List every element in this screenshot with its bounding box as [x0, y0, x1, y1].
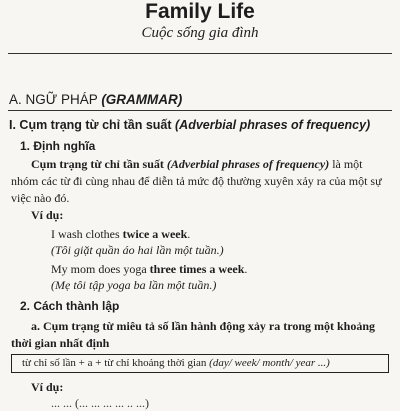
page-title: Family Life	[145, 0, 255, 23]
cut-off-line: ... ... (... ... ... ... .. ...)	[51, 396, 149, 410]
example-label: Ví dụ:	[31, 208, 64, 222]
page-subtitle: Cuộc sống gia đình	[141, 25, 259, 41]
definition-paragraph	[11, 156, 391, 207]
definition-term: Cụm trạng từ chỉ tần suất	[31, 157, 167, 171]
example-2-after: .	[244, 262, 248, 276]
example-1-before: I wash clothes	[51, 227, 123, 241]
formula-main: từ chỉ số lần + a + từ chỉ khoảng thời gian	[22, 357, 210, 369]
formula-text	[22, 357, 330, 369]
example-1-english	[51, 227, 190, 242]
subsection-2a-paragraph: a. Cụm trạng từ miêu tả số lần hành động xảy ra trong một khoảng thời gian nhất định	[11, 319, 376, 350]
example-1-highlight: twice a week	[122, 227, 188, 241]
section-a-underline	[8, 110, 392, 111]
formula-italic: (day/ week/ month/ year ...)	[209, 357, 330, 369]
section-a-label: A. NGỮ PHÁP	[9, 92, 102, 107]
example-2-translation: (Mẹ tôi tập yoga ba lần một tuần.)	[51, 278, 217, 292]
example-2-before: My mom does yoga	[51, 262, 150, 276]
definition-text: là một nhóm các từ đi cùng nhau để diễn tả mức độ thường xuyên xảy ra của một sự việc nào đó.	[11, 157, 382, 205]
section-i-label: I. Cụm trạng từ chỉ tần suất	[9, 118, 176, 132]
definition-term-en: (Adverbial phrases of frequency)	[166, 157, 330, 171]
title-divider	[8, 53, 392, 54]
subsection-1-heading: 1. Định nghĩa	[20, 139, 96, 153]
example-label-2: Ví dụ:	[31, 380, 64, 394]
example-1-translation: (Tôi giặt quần áo hai lần một tuần.)	[51, 243, 224, 257]
section-i-label-en: (Adverbial phrases of frequency)	[175, 118, 371, 132]
subsection-2-heading: 2. Cách thành lập	[20, 299, 120, 313]
section-a-heading	[9, 92, 182, 107]
example-1-after: .	[187, 227, 191, 241]
example-2-english	[51, 262, 247, 277]
example-2-highlight: three times a week	[149, 262, 245, 276]
section-a-label-en: (GRAMMAR)	[101, 92, 183, 107]
section-i-heading	[9, 118, 370, 132]
